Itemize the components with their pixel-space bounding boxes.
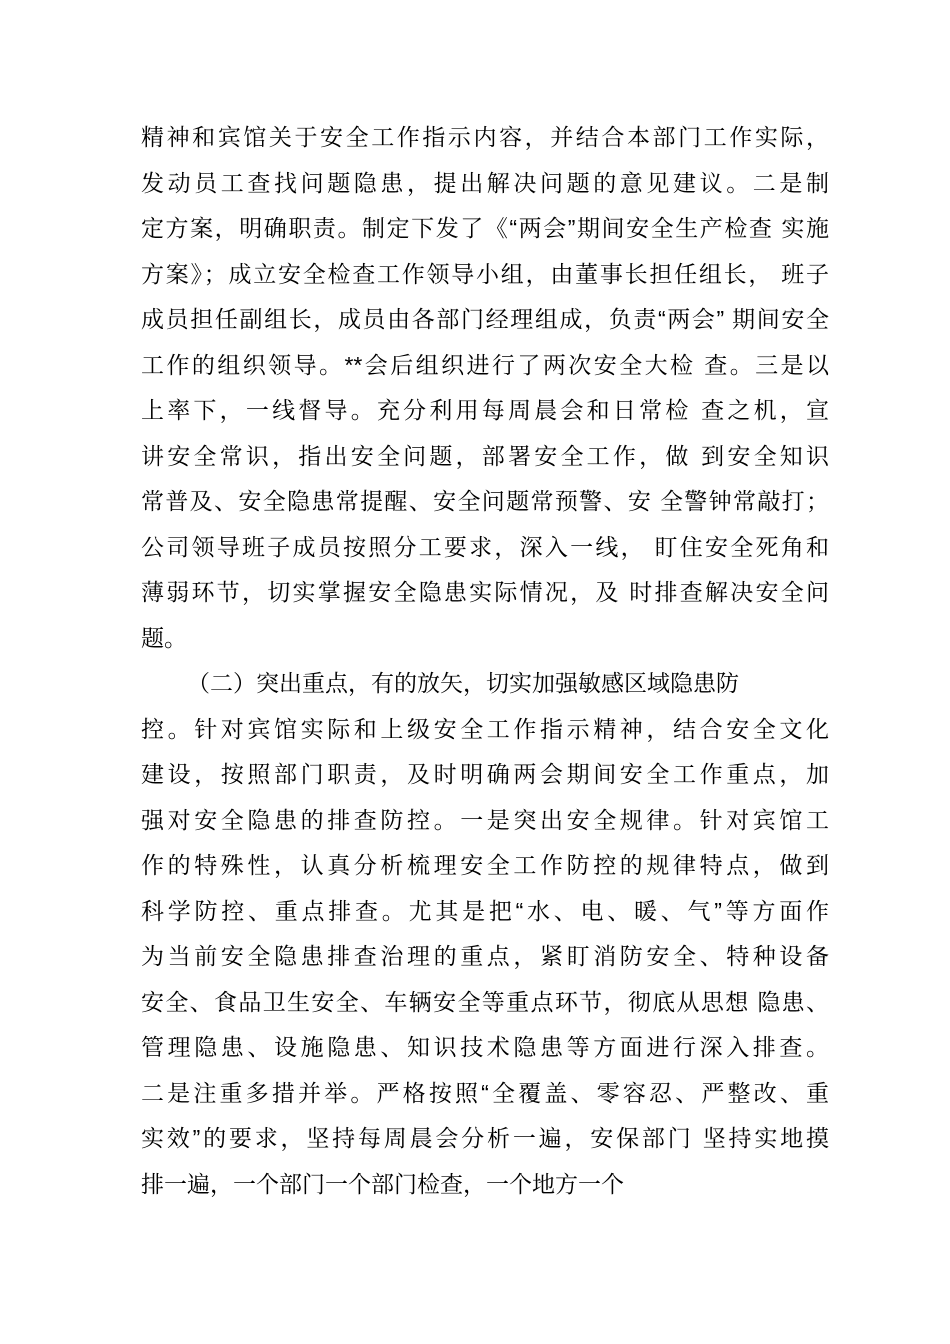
paragraph-2 (141, 661, 829, 1207)
text-line: 方案》；成立安全检查工作领导小组，由董事长担任组长， 班子 (141, 260, 829, 287)
text-line: 强对安全隐患的排查防控。一是突出安全规律。针对宾馆工 (141, 806, 829, 833)
text-line: 排一遍，一个部门一个部门检查，一个地方一个 (141, 1170, 624, 1197)
text-line: 为当前安全隐患排查治理的重点，紧盯消防安全、特种设备 (141, 943, 829, 969)
text-line: 讲安全常识，指出安全问题，部署安全工作，做 到安全知识 (141, 442, 829, 469)
text-line: 发动员工查找问题隐患，提出解决问题的意见建议。二是制 (141, 169, 829, 196)
text-line: 安全、食品卫生安全、车辆安全等重点环节，彻底从思想 隐患、 (141, 988, 829, 1015)
text-line: 工作的组织领导。**会后组织进行了两次安全大检 查。三是以 (141, 351, 829, 378)
text-line: 定方案，明确职责。制定下发了《“两会”期间安全生产检查 实施 (141, 215, 829, 241)
text-line: 常普及、安全隐患常提醒、安全问题常预警、安 全警钟常敲打； (141, 488, 829, 514)
text-line: 控。针对宾馆实际和上级安全工作指示精神，结合安全文化 (141, 715, 829, 742)
text-line: 上率下，一线督导。充分利用每周晨会和日常检 查之机，宣 (141, 397, 829, 423)
text-line: 精神和宾馆关于安全工作指示内容，并结合本部门工作实际， (141, 124, 829, 150)
text-line: 薄弱环节，切实掌握安全隐患实际情况，及 时排查解决安全问 (141, 579, 829, 605)
text-line: 管理隐患、设施隐患、知识技术隐患等方面进行深入排查。 (141, 1034, 829, 1060)
text-line: 成员担任副组长，成员由各部门经理组成，负责“两会” 期间安全 (141, 306, 829, 332)
text-line: 二是注重多措并举。严格按照“全覆盖、零容忍、严整改、重 (141, 1079, 829, 1106)
text-line: 实效”的要求，坚持每周晨会分析一遍，安保部门 坚持实地摸 (141, 1125, 829, 1151)
text-line: 作的特殊性，认真分析梳理安全工作防控的规律特点，做到 (141, 852, 829, 878)
text-line: （二）突出重点，有的放矢，切实加强敏感区域隐患防 (187, 670, 739, 696)
text-line: 题。 (141, 624, 187, 651)
document-text-block (141, 115, 829, 1207)
text-line: 公司领导班子成员按照分工要求，深入一线， 盯住安全死角和 (141, 533, 829, 560)
text-line: 建设，按照部门职责，及时明确两会期间安全工作重点，加 (141, 761, 829, 787)
paragraph-1 (141, 115, 829, 661)
text-line: 科学防控、重点排查。尤其是把“水、电、暖、气”等方面作 (141, 897, 829, 924)
